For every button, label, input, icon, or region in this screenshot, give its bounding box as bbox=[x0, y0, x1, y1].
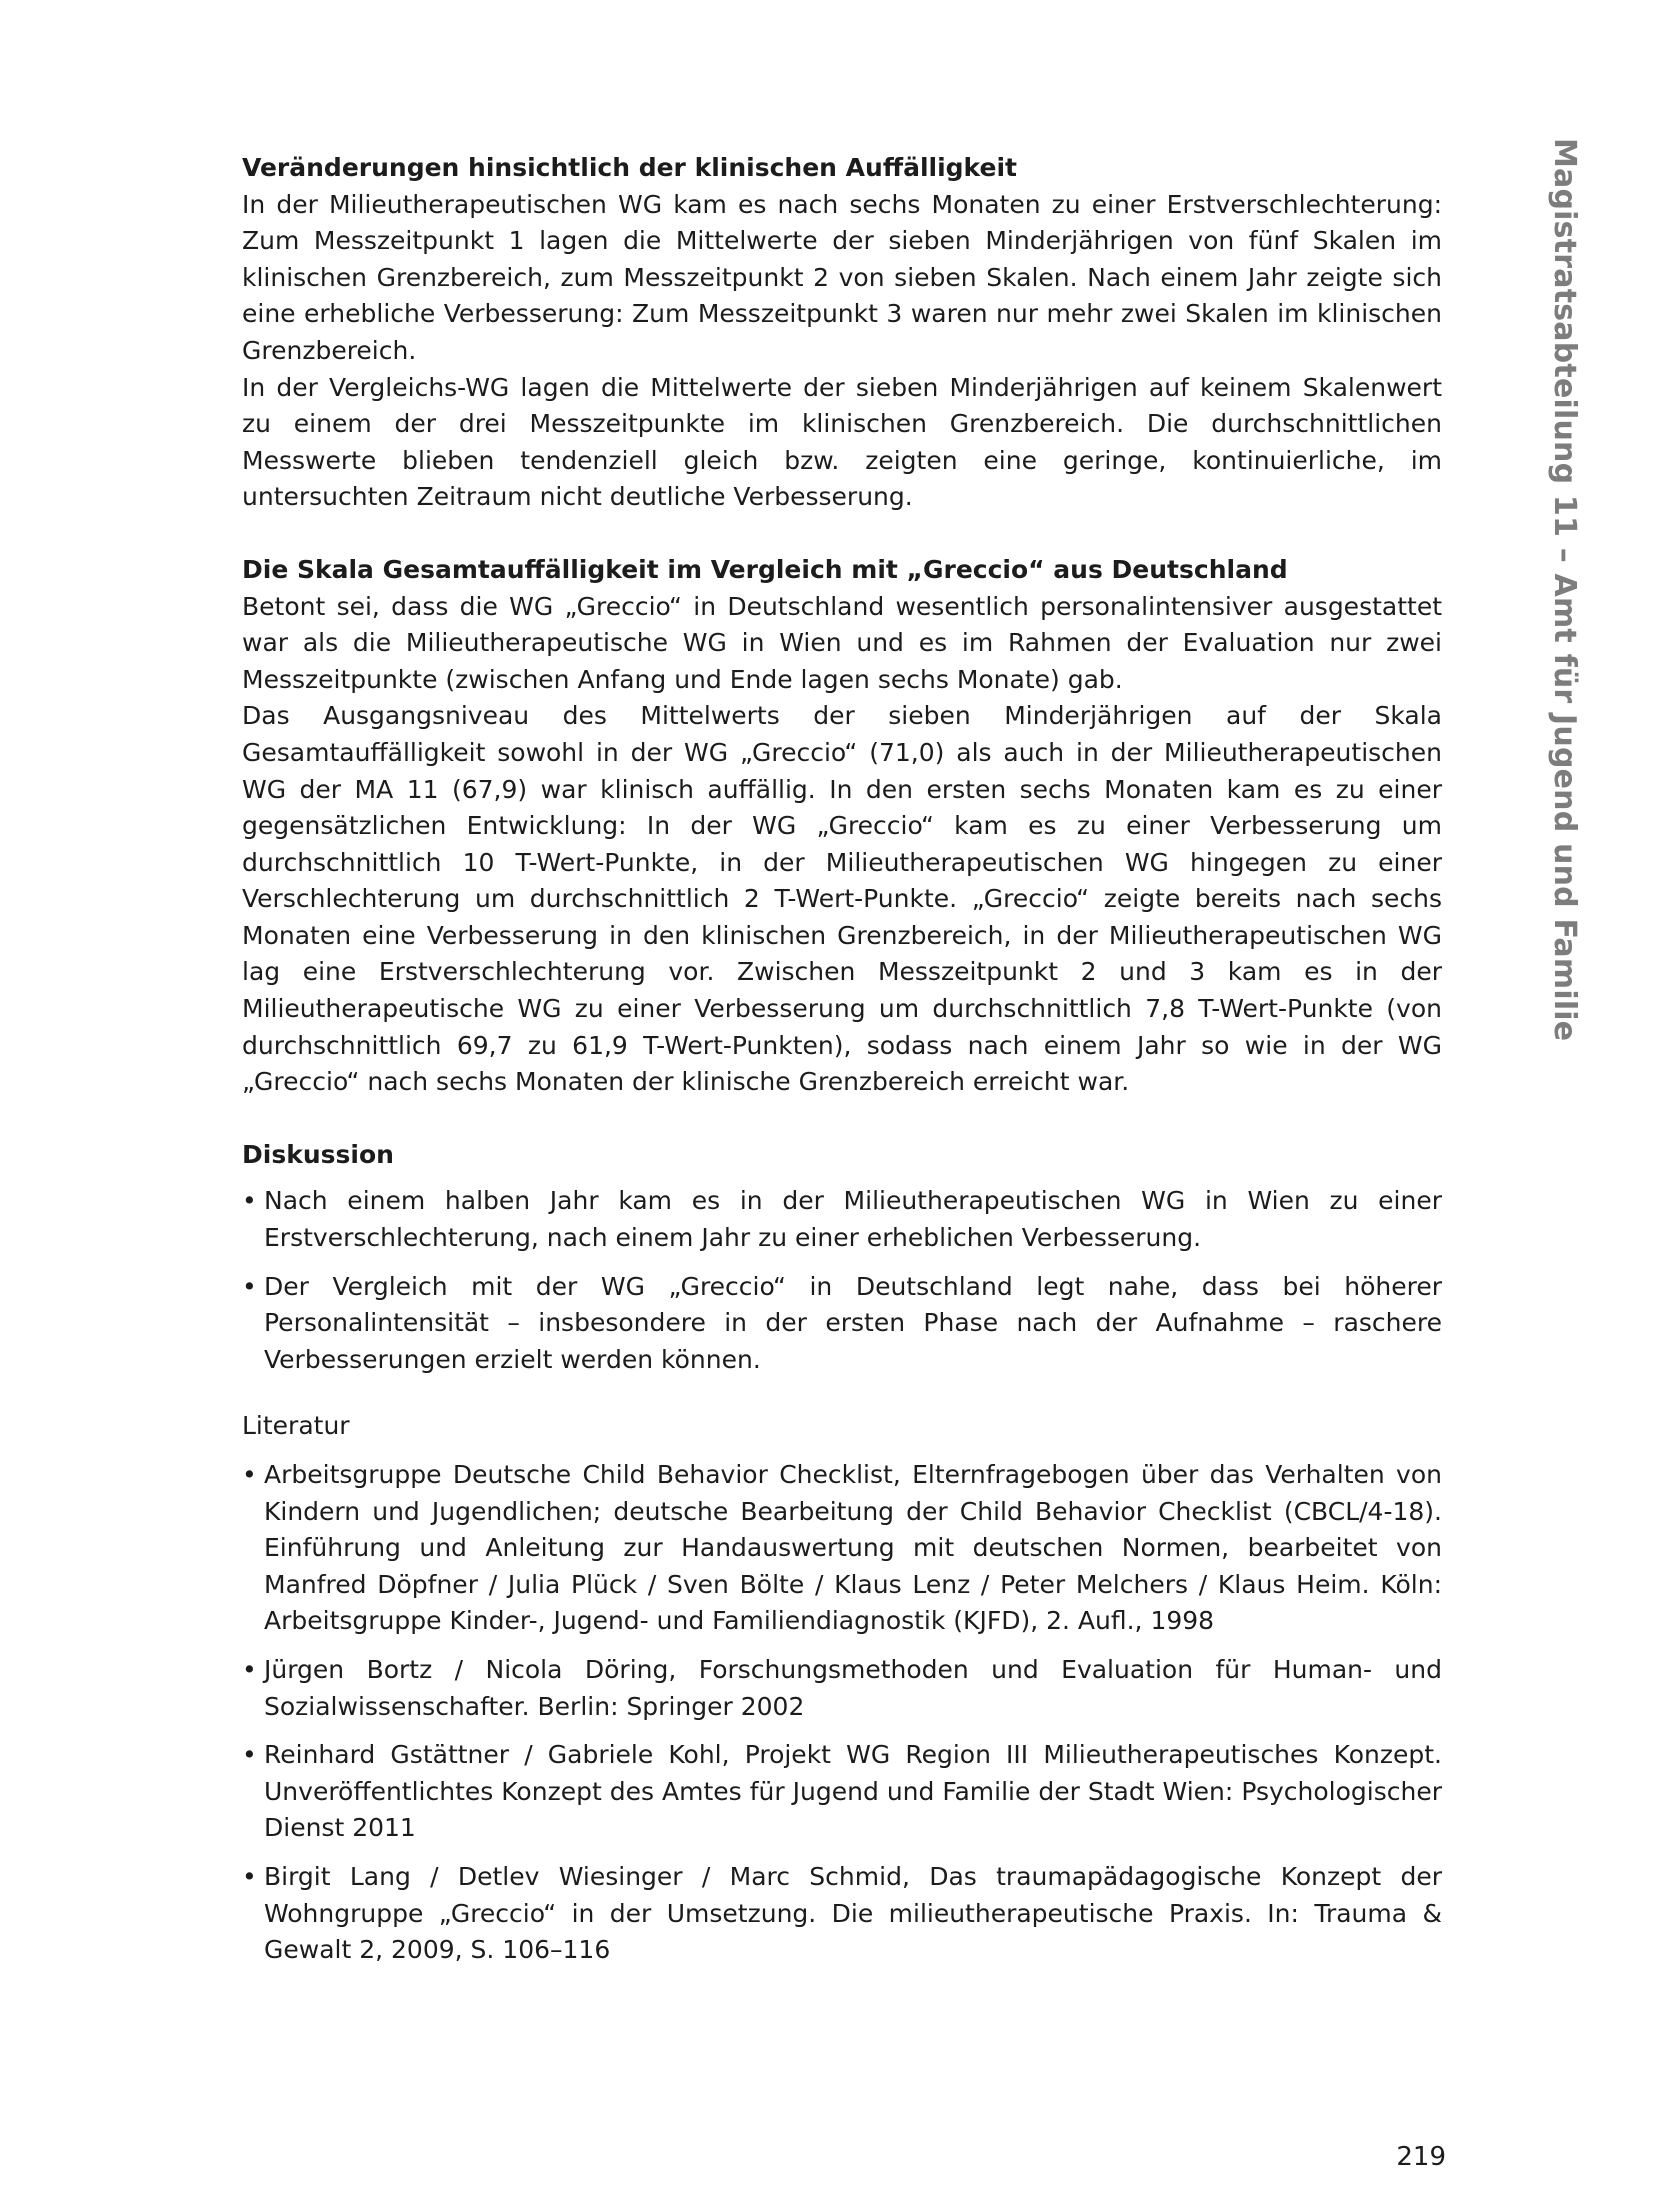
list-item bbox=[242, 1652, 1442, 1725]
paragraph: In der Vergleichs-WG lagen die Mittelwerte der sieben Minderjährigen auf keinem Skalenwert zu einem der drei Messzeitpunkte im klinischen Grenzbereich. Die durchschnittlichen Messwerte blieben tendenziell gleich bzw. zeigten eine geringe, kontinuierliche, im untersuchten Zeitraum nicht deutliche Verbesserung. bbox=[242, 372, 1442, 512]
paragraph: Betont sei, dass die WG „Greccio“ in Deutschland wesentlich personalintensiver ausgestattet war als die Milieutherapeutische WG in Wien und es im Rahmen der Evaluation nur zwei Messzeitpunkte (zwischen Anfang und Ende lagen sechs Monate) gab. bbox=[242, 591, 1442, 694]
discussion-list bbox=[242, 1183, 1442, 1378]
section-discussion bbox=[242, 1137, 1442, 1379]
section-heading: Diskussion bbox=[242, 1139, 394, 1169]
paragraph: In der Milieutherapeutischen WG kam es nach sechs Monaten zu einer Erstverschlechterung: Zum Messzeitpunkt 1 lagen die Mittelwerte der sieben Minderjährigen von fünf Skalen im klinischen Grenzbereich, zum Messzeitpunkt 2 von sieben Skalen. Nach einem Jahr zeigte sich eine erhebliche Verbesserung: Zum Messzeitpunkt 3 waren nur mehr zwei Skalen im klinischen Grenzbereich. bbox=[242, 189, 1442, 365]
reference-text: Arbeitsgruppe Deutsche Child Behavior Checklist, Elternfragebogen über das Verhalten von Kindern und Jugendlichen; deutsche Bearbeitung der Child Behavior Checklist (CBCL/4-18). Einführung und Anleitung zur Handauswertung mit deutschen Normen, bearbeitet von Manfred Döpfner / Julia Plück / Sven Bölte / Klaus Lenz / Peter Melchers / Klaus Heim. Köln: Arbeitsgruppe Kinder-, Jugend- und Familiendiagnostik (KJFD), 2. Aufl., 1998 bbox=[264, 1460, 1442, 1636]
section-heading: Die Skala Gesamtauffälligkeit im Vergleich mit „Greccio“ aus Deutschland bbox=[242, 554, 1288, 584]
page-content bbox=[242, 150, 1442, 1981]
literature-list bbox=[242, 1457, 1442, 1969]
section-clinical-changes bbox=[242, 150, 1442, 516]
paragraph: Das Ausgangsniveau des Mittelwerts der sieben Minderjährigen auf der Skala Gesamtauffälligkeit sowohl in der WG „Greccio“ (71,0) als auch in der Milieutherapeutischen WG der MA 11 (67,9) war klinisch auffällig. In den ersten sechs Monaten kam es zu einer gegensätzlichen Entwicklung: In der WG „Greccio“ kam es zu einer Verbesserung um durchschnittlich 10 T-Wert-Punkte, in der Milieutherapeutischen WG hingegen zu einer Verschlechterung um durchschnittlich 2 T-Wert-Punkte. „Greccio“ zeigte bereits nach sechs Monaten eine Verbesserung in den klinischen Grenzbereich, in der Milieutherapeutischen WG lag eine Erstverschlechterung vor. Zwischen Messzeitpunkt 2 und 3 kam es in der Milieutherapeutische WG zu einer Verbesserung um durchschnittlich 7,8 T-Wert-Punkte (von durchschnittlich 69,7 zu 61,9 T-Wert-Punkten), sodass nach einem Jahr so wie in der WG „Greccio“ nach sechs Monaten der klinische Grenzbereich erreicht war. bbox=[242, 701, 1442, 1097]
bullet-icon: • bbox=[242, 1186, 257, 1216]
list-item-text: Der Vergleich mit der WG „Greccio“ in Deutschland legt nahe, dass bei höherer Personalintensität – insbesondere in der ersten Phase nach der Aufnahme – raschere Verbesserungen erzielt werden können. bbox=[264, 1271, 1442, 1374]
bullet-icon: • bbox=[242, 1654, 257, 1684]
reference-text: Reinhard Gstättner / Gabriele Kohl, Projekt WG Region III Milieutherapeutisches Konzept. Unveröffentlichtes Konzept des Amtes für Jugend und Familie der Stadt Wien: Psychologischer Dienst 2011 bbox=[264, 1740, 1442, 1843]
bullet-icon: • bbox=[242, 1861, 257, 1891]
list-item bbox=[242, 1183, 1442, 1256]
list-item bbox=[242, 1457, 1442, 1640]
bullet-icon: • bbox=[242, 1740, 257, 1770]
section-heading: Veränderungen hinsichtlich der klinischen Auffälligkeit bbox=[242, 153, 1017, 182]
list-item bbox=[242, 1737, 1442, 1847]
reference-text: Birgit Lang / Detlev Wiesinger / Marc Schmid, Das traumapädagogische Konzept der Wohngruppe „Greccio“ in der Umsetzung. Die milieutherapeutische Praxis. In: Trauma & Gewalt 2, 2009, S. 106–116 bbox=[264, 1861, 1442, 1965]
sidebar-title: Magistratsabteilung 11 – Amt für Jugend und Familie bbox=[1547, 138, 1582, 1042]
list-item-text: Nach einem halben Jahr kam es in der Milieutherapeutischen WG in Wien zu einer Erstverschlechterung, nach einem Jahr zu einer erheblichen Verbesserung. bbox=[264, 1186, 1442, 1253]
section-literature bbox=[242, 1408, 1442, 1968]
reference-text: Jürgen Bortz / Nicola Döring, Forschungsmethoden und Evaluation für Human- und Sozialwissenschafter. Berlin: Springer 2002 bbox=[264, 1654, 1442, 1721]
page-number: 219 bbox=[1396, 2142, 1446, 2172]
list-item bbox=[242, 1269, 1442, 1379]
bullet-icon: • bbox=[242, 1271, 257, 1301]
literature-title: Literatur bbox=[242, 1411, 350, 1441]
bullet-icon: • bbox=[242, 1460, 257, 1489]
section-greccio-comparison bbox=[242, 552, 1442, 1101]
list-item bbox=[242, 1859, 1442, 1969]
